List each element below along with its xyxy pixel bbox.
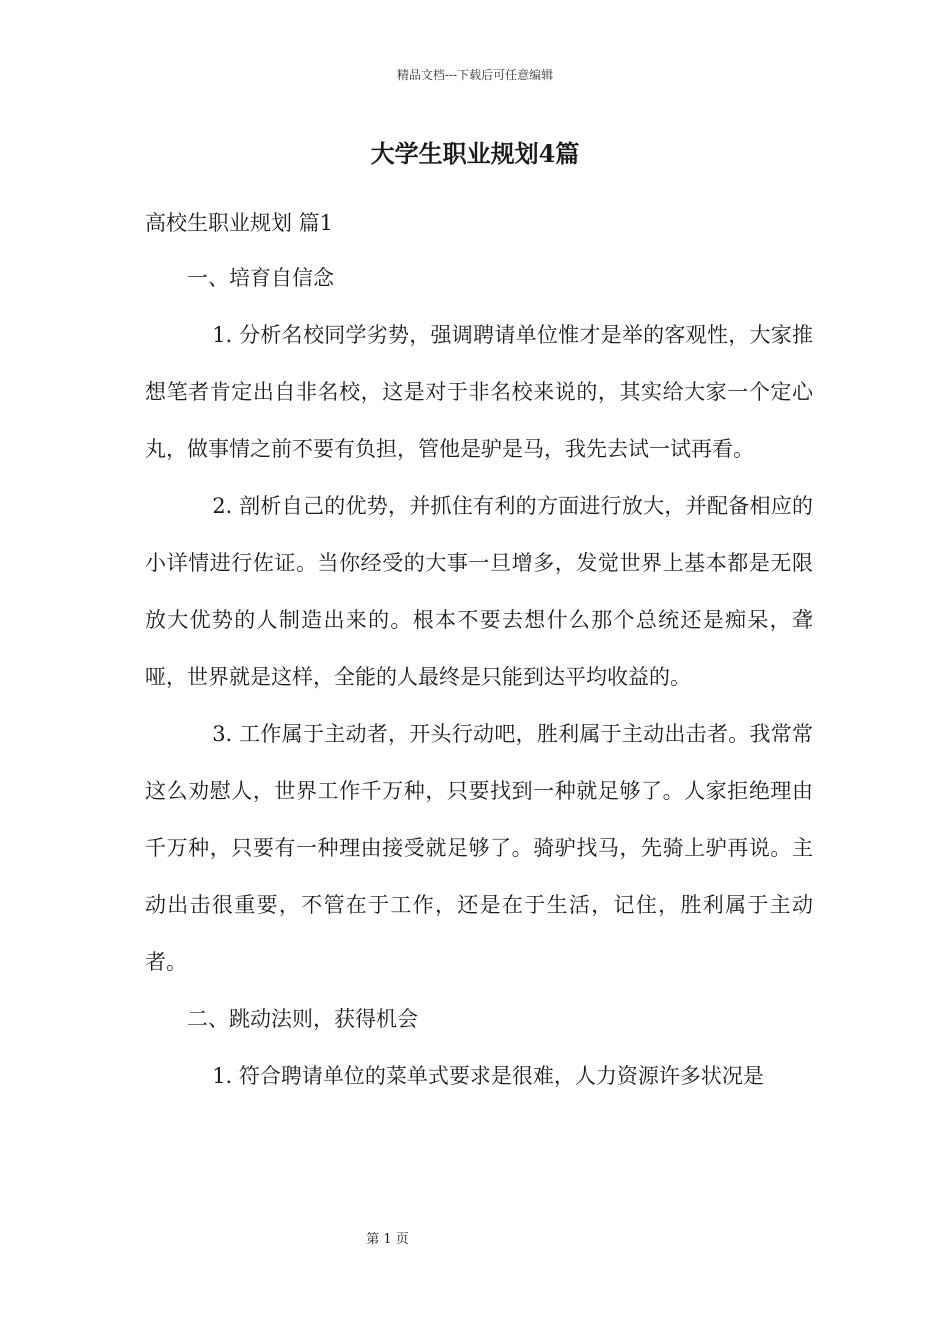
paragraph-3: 3. 工作属于主动者，开头行动吧，胜利属于主动出击者。我常常这么劝慰人，世界工作千万种，只要找到一种就足够了。人家拒绝理由千万种，只要有一种理由接受就足够了。骑驴找马，先骑上驴再说。主动出击很重要，不管在于工作，还是在于生活，记住，胜利属于主动者。 — [145, 722, 813, 974]
document-title: 大学生职业规划4篇 — [370, 139, 580, 168]
paragraph-2: 2. 剖析自己的优势，并抓住有利的方面进行放大，并配备相应的小详情进行佐证。当你经受的大事一旦增多，发觉世界上基本都是无限放大优势的人制造出来的。根本不要去想什么那个总统还是痴呆，聋哑，世界就是这样，全能的人最终是只能到达平均收益的。 — [145, 494, 813, 689]
page-number: 第 1 页 — [366, 1232, 409, 1247]
paragraph-1: 1. 分析名校同学劣势，强调聘请单位惟才是举的客观性，大家推想笔者肯定出自非名校，这是对于非名校来说的，其实给大家一个定心丸，做事情之前不要有负担，管他是驴是马，我先去试一试再看。 — [145, 323, 813, 461]
section-heading-2: 二、跳动法则，获得机会 — [187, 1007, 418, 1031]
paragraph-4: 1. 符合聘请单位的菜单式要求是很难，人力资源许多状况是 — [212, 1064, 764, 1088]
header-note: 精品文档---下载后可任意编辑 — [396, 68, 554, 82]
section-heading-1: 一、培育自信念 — [187, 266, 334, 290]
document-body — [145, 250, 813, 1105]
section-title: 高校生职业规划 篇1 — [145, 211, 334, 235]
